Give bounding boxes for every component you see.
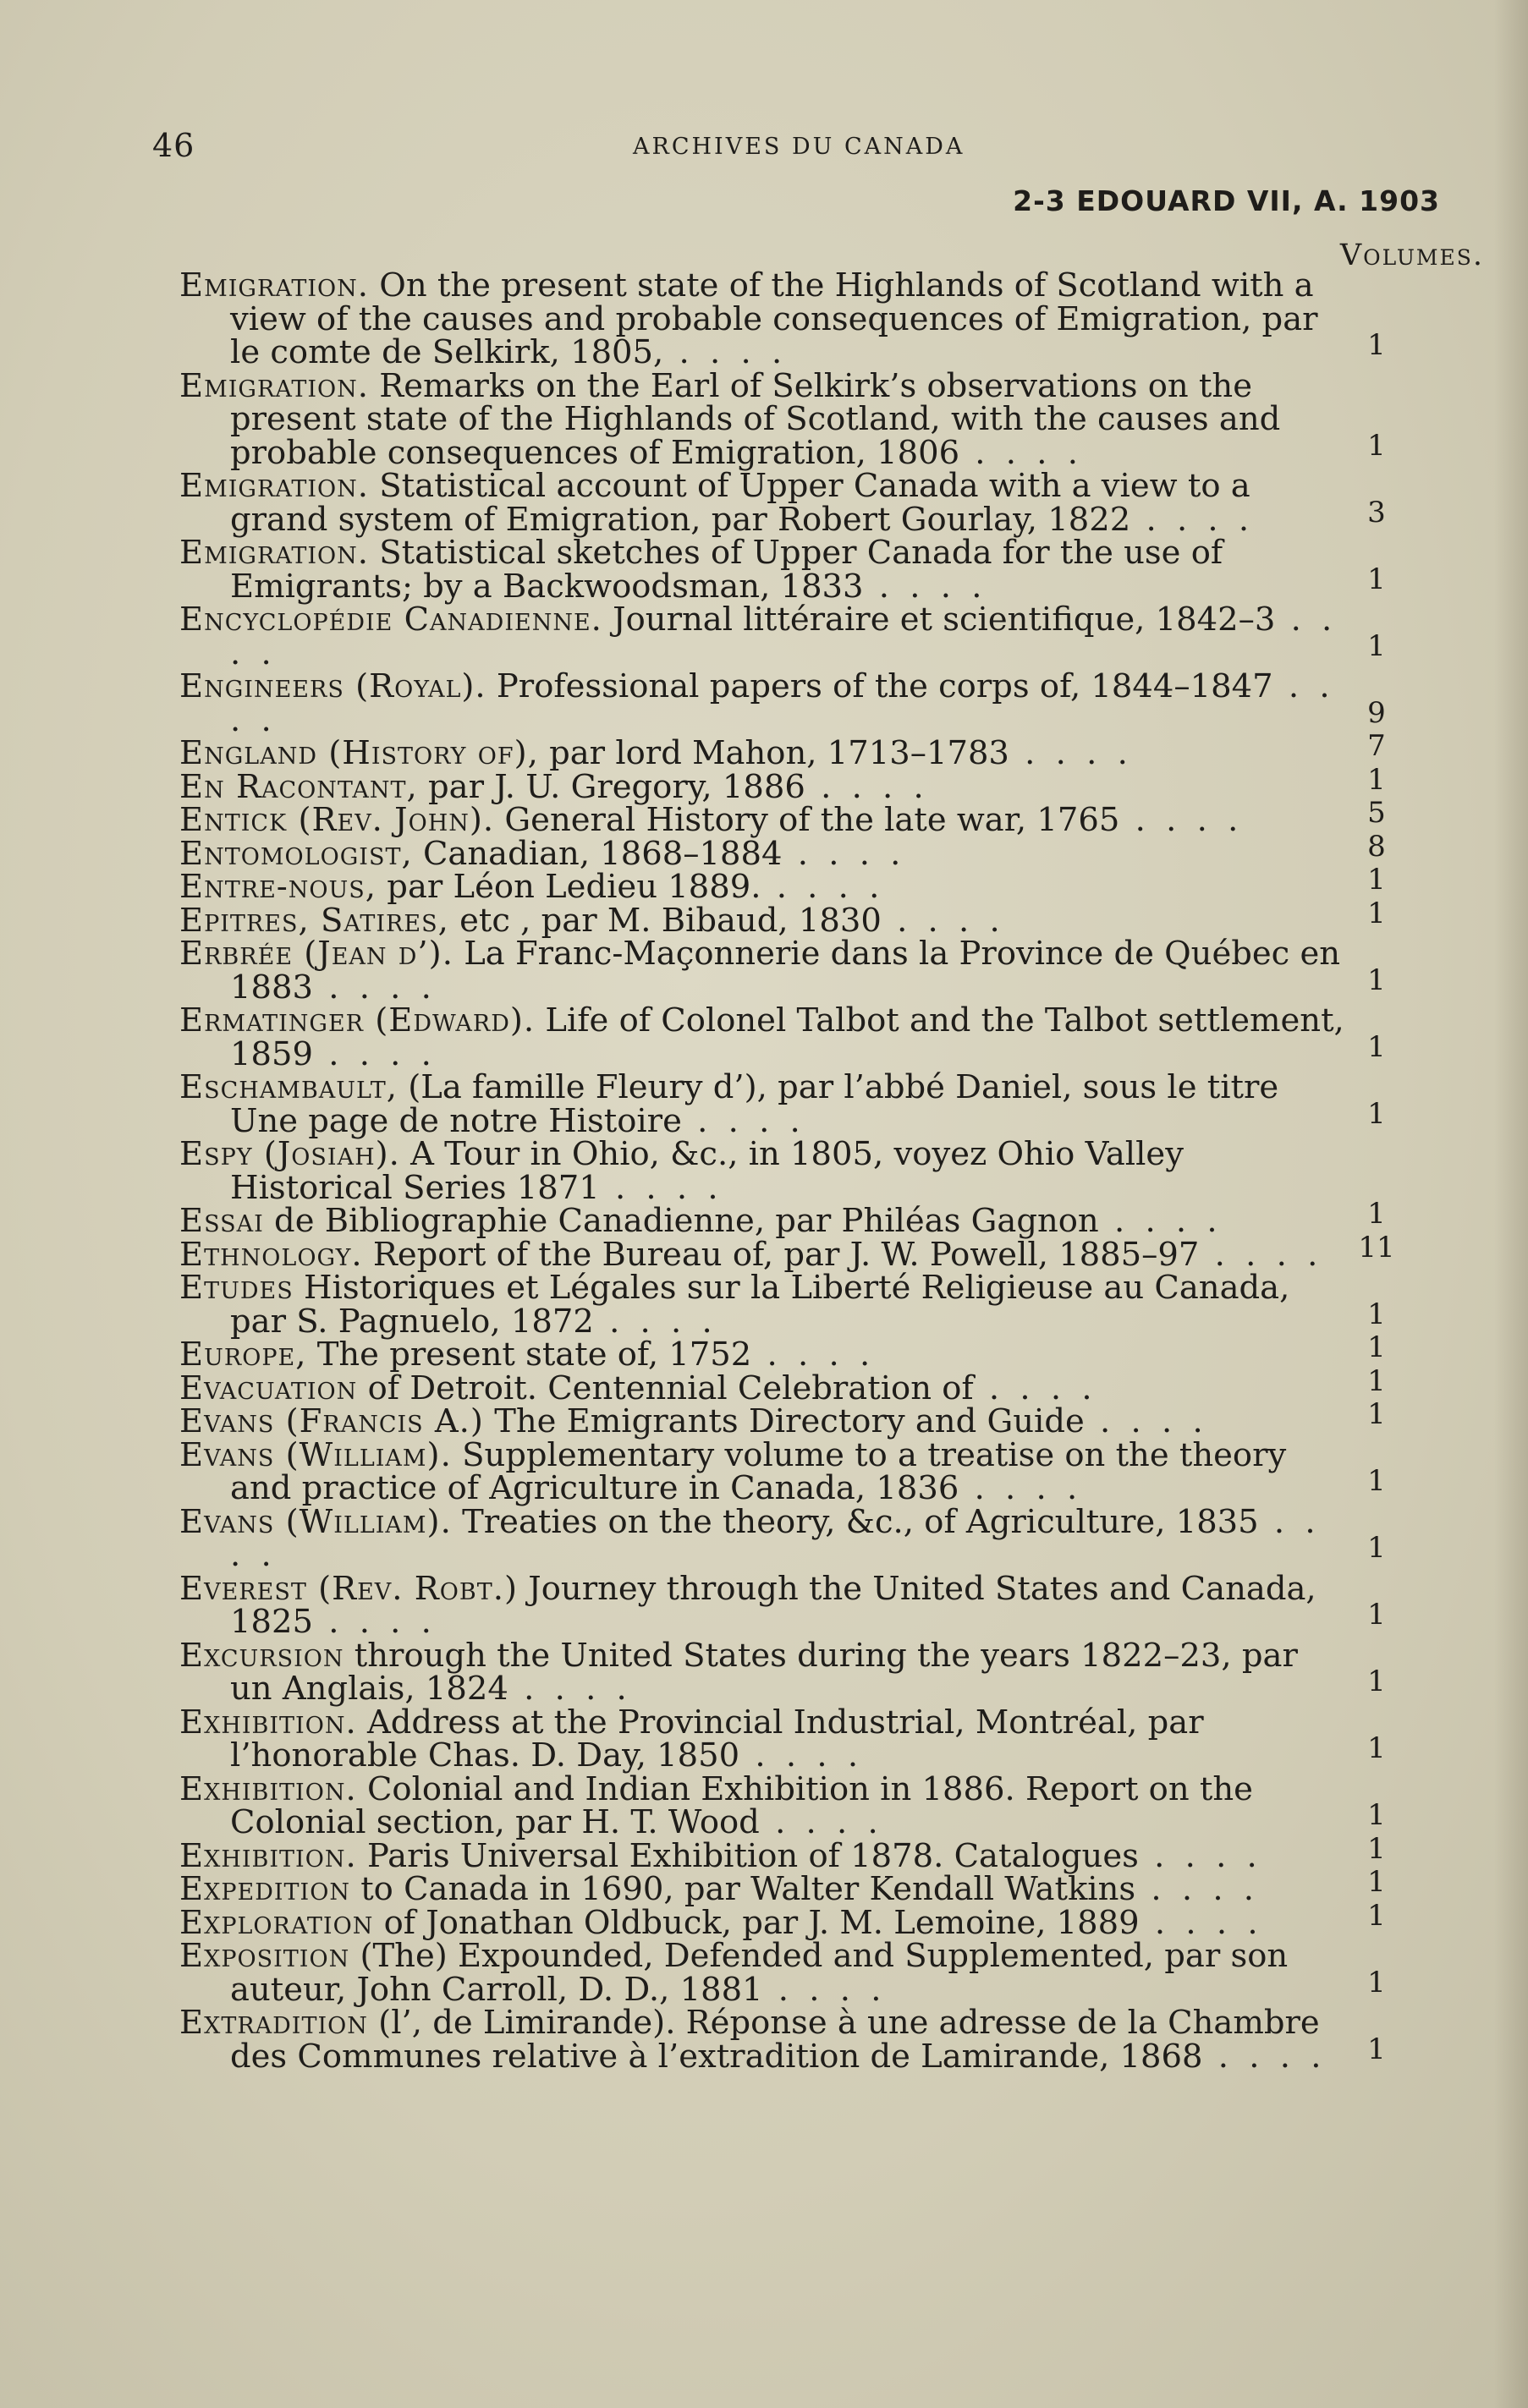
entry-body <box>179 1402 1208 1440</box>
entry-text: par Léon Ledieu 1889. <box>387 868 761 906</box>
entry-body <box>179 1202 1223 1240</box>
entry-text: (La famille Fleury d’), par l’abbé Daniel, sous le titre Une page de notre Histoire <box>230 1068 1279 1140</box>
entry-heading: Etudes <box>179 1269 294 1307</box>
dot-leader: . . . . <box>782 834 906 873</box>
entry-text: of Detroit. Centennial Celebration of <box>367 1369 974 1407</box>
volume-count: 8 <box>1367 829 1386 864</box>
entry-text: Life of Colonel Talbot and the Talbot settlement, 1859 <box>230 1001 1344 1073</box>
volume-count: 1 <box>1367 1363 1386 1398</box>
dot-leader: . . . . <box>1202 2037 1327 2076</box>
entry-heading: Exhibition. <box>179 1836 357 1875</box>
entry-text: The Emigrants Directory and Guide <box>494 1402 1085 1440</box>
entry-heading: Entick (Rev. John). <box>179 801 495 839</box>
entry-heading: Evacuation <box>179 1369 358 1407</box>
dot-leader: . . . . <box>751 1336 876 1374</box>
volume-count: 1 <box>1367 428 1386 463</box>
entry-body <box>179 935 1340 1007</box>
entry-heading: Extradition <box>179 2004 368 2042</box>
entry-body <box>179 734 1133 772</box>
dot-leader: . . . . <box>663 333 788 371</box>
catalogue-entry <box>179 1269 1440 1341</box>
catalogue-entry <box>179 863 1440 906</box>
page-number: 46 <box>152 127 195 164</box>
entry-heading: Exposition <box>179 1937 350 1975</box>
catalogue-entry <box>179 1898 1440 1942</box>
entry-body <box>179 1369 1097 1407</box>
volume-count: 5 <box>1367 796 1386 830</box>
dot-leader: . . . . <box>230 601 1338 672</box>
volume-count: 7 <box>1367 729 1386 763</box>
entry-body <box>179 1001 1344 1073</box>
entry-body <box>179 868 884 906</box>
entry-text: General History of the late war, 1765 <box>504 801 1120 839</box>
catalogue-entry <box>179 1230 1440 1274</box>
entry-text: Paris Universal Exhibition of 1878. Catalogues <box>366 1836 1139 1875</box>
running-head: ARCHIVES DU CANADA <box>633 134 965 160</box>
catalogue-entry <box>179 603 1440 670</box>
entry-text: etc , par M. Bibaud, 1830 <box>459 901 882 940</box>
entry-heading: Entomologist, <box>179 834 413 873</box>
catalogue-entry <box>179 762 1440 806</box>
dot-leader: . . . . <box>959 1469 1083 1507</box>
volume-count: 11 <box>1358 1230 1395 1264</box>
entry-text: Statistical account of Upper Canada with a view to a grand system of Emigration, par Robert Gourlay, 1822 <box>230 467 1250 539</box>
entry-body <box>179 601 1337 672</box>
volume-count: 1 <box>1367 1965 1386 1999</box>
catalogue-entry <box>179 266 1440 371</box>
volume-count: 9 <box>1367 695 1386 730</box>
volume-count: 1 <box>1367 562 1386 596</box>
entry-body <box>179 1336 875 1374</box>
volume-count: 1 <box>1367 896 1386 930</box>
catalogue-entry <box>179 729 1440 772</box>
dot-leader: . . . . <box>1009 734 1133 772</box>
catalogue-entry <box>179 1330 1440 1374</box>
dot-leader: . . . . <box>973 1369 1097 1407</box>
dot-leader: . . . . <box>1130 500 1255 539</box>
entry-text: (l’, de Limirande). Réponse à une adresse de la Chambre des Communes relative à l’extradition de Lamirande, 1868 <box>230 2004 1320 2076</box>
entry-text: (The) Expounded, Defended and Supplemented, par son auteur, John Carroll, D. D., 1881 <box>230 1937 1289 2009</box>
catalogue-entry <box>179 1636 1440 1708</box>
entry-heading: Evans (Francis A.) <box>179 1402 484 1440</box>
entry-heading: Europe, <box>179 1336 307 1374</box>
entry-text: Professional papers of the corps of, 1844–1847 <box>496 667 1273 705</box>
entry-text: On the present state of the Highlands of Scotland with a view of the causes and probable consequences of Emigration, par le comte de Selkirk, 1805, <box>230 266 1318 371</box>
page-spine-shadow <box>1494 0 1528 2408</box>
catalogue-entry <box>179 467 1440 539</box>
dot-leader: . . . . <box>1139 1903 1263 1942</box>
entry-body <box>179 835 905 873</box>
entry-heading: Essai <box>179 1202 264 1240</box>
dot-leader: . . . . <box>1119 801 1244 839</box>
session-label: 2-3 EDOUARD VII, A. 1903 <box>1013 184 1440 217</box>
catalogue-entry <box>179 366 1440 472</box>
dot-leader: . . . . <box>312 1603 437 1641</box>
volume-count: 1 <box>1367 1096 1386 1131</box>
entry-text: Supplementary volume to a treatise on the theory and practice of Agriculture in Canada, 1836 <box>230 1435 1287 1507</box>
catalogue-entry <box>179 1068 1440 1140</box>
dot-leader: . . . . <box>681 1101 805 1140</box>
volume-count: 1 <box>1367 2032 1386 2066</box>
entry-text: of Jonathan Oldbuck, par J. M. Lemoine, 1889 <box>383 1903 1140 1942</box>
entry-text: through the United States during the years 1822–23, par un Anglais, 1824 <box>230 1636 1298 1708</box>
catalogue-entry <box>179 896 1440 940</box>
catalogue-entry <box>179 1769 1440 1841</box>
volume-count: 1 <box>1367 1297 1386 1331</box>
entry-body <box>179 1236 1322 1274</box>
entry-heading: Excursion <box>179 1636 344 1675</box>
entry-body <box>179 2004 1326 2076</box>
entry-body <box>179 1770 1253 1842</box>
entry-body <box>179 367 1280 472</box>
dot-leader: . . . . <box>1199 1235 1323 1274</box>
volume-count: 1 <box>1367 1898 1386 1933</box>
dot-leader: . . . . <box>599 1168 723 1207</box>
entry-heading: Emigration. <box>179 266 370 304</box>
entry-text: Journey through the United States and Canada, 1825 <box>230 1569 1316 1641</box>
catalogue-entry <box>179 796 1440 839</box>
catalogue-entry <box>179 2004 1440 2076</box>
volume-count: 1 <box>1367 1197 1386 1231</box>
volume-count: 1 <box>1367 1665 1386 1698</box>
volume-count: 1 <box>1367 1397 1386 1431</box>
entry-text: Treaties on the theory, &c., of Agriculture, 1835 <box>462 1502 1259 1541</box>
entry-heading: Emigration. <box>179 366 370 405</box>
entry-body <box>179 1870 1259 1908</box>
dot-leader: . . . . <box>508 1670 632 1708</box>
entry-heading: Everest (Rev. Robt.) <box>179 1569 519 1608</box>
volume-count: 1 <box>1367 963 1386 997</box>
catalogue-entry <box>179 1937 1440 2009</box>
entry-heading: Espy (Josiah). <box>179 1135 400 1173</box>
dot-leader: . . . . <box>863 567 987 606</box>
entry-text: par J. U. Gregory, 1886 <box>428 767 805 806</box>
volume-count: 1 <box>1367 628 1386 663</box>
entry-body <box>179 1937 1288 2009</box>
entry-heading: Evans (William). <box>179 1435 452 1474</box>
entry-text: Colonial and Indian Exhibition in 1886. Report on the Colonial section, par H. T. Wood <box>230 1769 1253 1841</box>
dot-leader: . . . . <box>762 1970 887 2009</box>
volume-count: 1 <box>1367 1731 1386 1765</box>
entry-body <box>179 1269 1289 1341</box>
catalogue-entry <box>179 667 1440 739</box>
entry-text: Historiques et Légales sur la Liberté Religieuse au Canada, par S. Pagnuelo, 1872 <box>230 1269 1290 1341</box>
entry-text: to Canada in 1690, par Walter Kendall Watkins <box>360 1870 1136 1908</box>
dot-leader: . . . . <box>312 968 437 1007</box>
entry-body <box>179 801 1243 839</box>
entry-heading: Encyclopédie Canadienne. <box>179 601 602 639</box>
entry-text: par lord Mahon, 1713–1783 <box>549 734 1009 772</box>
volume-count: 1 <box>1367 1798 1386 1832</box>
dot-leader: . . . . <box>1084 1402 1208 1440</box>
catalogue-entry <box>179 1397 1440 1440</box>
entry-text: A Tour in Ohio, &c., in 1805, voyez Ohio Valley Historical Series 1871 <box>230 1135 1184 1207</box>
dot-leader: . . . . <box>312 1034 437 1073</box>
entry-text: Statistical sketches of Upper Canada for the use of Emigrants; by a Backwoodsman, 1833 <box>230 534 1223 606</box>
catalogue-entry <box>179 1197 1440 1240</box>
entry-body <box>179 266 1318 371</box>
volume-count: 1 <box>1367 1029 1386 1064</box>
entry-heading: Exhibition. <box>179 1703 357 1742</box>
dot-leader: . . . . <box>959 433 1083 472</box>
catalogue-entry <box>179 1865 1440 1908</box>
volume-count: 1 <box>1367 1598 1386 1632</box>
entry-heading: Entre-nous, <box>179 868 377 906</box>
volume-count: 1 <box>1367 863 1386 897</box>
entry-text: Canadian, 1868–1884 <box>422 834 783 873</box>
entry-body <box>179 667 1335 739</box>
entry-text: de Bibliographie Canadienne, par Philéas Gagnon <box>274 1202 1099 1240</box>
entry-body <box>179 1503 1321 1575</box>
catalogue-entry <box>179 534 1440 606</box>
volume-count: 1 <box>1367 1464 1386 1498</box>
catalogue-entry <box>179 1001 1440 1073</box>
entry-text: La Franc-Maçonnerie dans la Province de Québec en 1883 <box>230 935 1341 1007</box>
entry-heading: Evans (William). <box>179 1502 452 1541</box>
entry-heading: En Racontant, <box>179 767 418 806</box>
entry-body <box>179 1904 1263 1942</box>
entry-text: Report of the Bureau of, par J. W. Powell, 1885–97 <box>372 1235 1200 1274</box>
dot-leader: . . . . <box>230 1502 1321 1574</box>
entry-list <box>179 266 1440 2076</box>
entry-body <box>179 902 1005 940</box>
entry-body <box>179 467 1254 539</box>
entry-body <box>179 1837 1262 1875</box>
entry-heading: Epitres, Satires, <box>179 901 449 940</box>
catalogue-entry <box>179 1569 1440 1641</box>
catalogue-entry <box>179 1703 1440 1774</box>
entry-heading: Ermatinger (Edward). <box>179 1001 536 1039</box>
catalogue-entry <box>179 1831 1440 1875</box>
entry-heading: Emigration. <box>179 534 370 572</box>
volume-count: 1 <box>1367 1831 1386 1866</box>
dot-leader: . . . . <box>761 868 885 906</box>
dot-leader: . . . . <box>1138 1836 1262 1875</box>
entry-heading: Erbrée (Jean d’). <box>179 935 453 973</box>
entry-body <box>179 1068 1278 1140</box>
dot-leader: . . . . <box>759 1803 883 1841</box>
entry-body <box>179 1703 1204 1775</box>
dot-leader: . . . . <box>1098 1202 1223 1240</box>
catalogue-entry <box>179 1135 1440 1207</box>
entry-body <box>179 1637 1298 1709</box>
dot-leader: . . . . <box>593 1302 717 1341</box>
volume-count: 1 <box>1367 328 1386 362</box>
volume-count: 1 <box>1367 1865 1386 1899</box>
catalogue-entry <box>179 1502 1440 1574</box>
entry-heading: Emigration. <box>179 467 370 505</box>
dot-leader: . . . . <box>739 1736 864 1774</box>
entry-heading: Expedition <box>179 1870 350 1908</box>
volume-count: 1 <box>1367 762 1386 797</box>
volumes-column-heading: Volumes. <box>1339 239 1484 272</box>
entry-text: Journal littéraire et scientifique, 1842–3 <box>613 601 1276 639</box>
entry-heading: England (History of), <box>179 734 539 772</box>
volume-count: 1 <box>1367 1531 1386 1565</box>
entry-heading: Ethnology. <box>179 1235 363 1274</box>
catalogue-entry <box>179 1363 1440 1407</box>
catalogue-entry <box>179 935 1440 1007</box>
volume-count: 1 <box>1367 1330 1386 1364</box>
entry-heading: Exploration <box>179 1903 374 1942</box>
dot-leader: . . . . <box>230 667 1335 739</box>
catalogue-entry <box>179 1435 1440 1507</box>
entry-text: Remarks on the Earl of Selkirk’s observations on the present state of the Highlands of Scotland, with the causes and probable consequences of Emigration, 1806 <box>230 366 1281 472</box>
entry-heading: Engineers (Royal). <box>179 667 486 705</box>
dot-leader: . . . . <box>1135 1870 1260 1908</box>
dot-leader: . . . . <box>805 767 929 806</box>
dot-leader: . . . . <box>881 901 1005 940</box>
entry-text: The present state of, 1752 <box>316 1336 752 1374</box>
entry-text: Address at the Provincial Industrial, Montréal, par l’honorable Chas. D. Day, 1850 <box>230 1703 1204 1774</box>
entry-body <box>179 1570 1316 1642</box>
entry-body <box>179 1436 1286 1508</box>
entry-heading: Exhibition. <box>179 1769 357 1808</box>
entry-body <box>179 534 1223 606</box>
entry-heading: Eschambault, <box>179 1068 398 1106</box>
entry-body <box>179 1135 1184 1207</box>
entry-body <box>179 768 929 806</box>
catalogue-entry <box>179 829 1440 873</box>
volume-count: 3 <box>1367 495 1386 529</box>
